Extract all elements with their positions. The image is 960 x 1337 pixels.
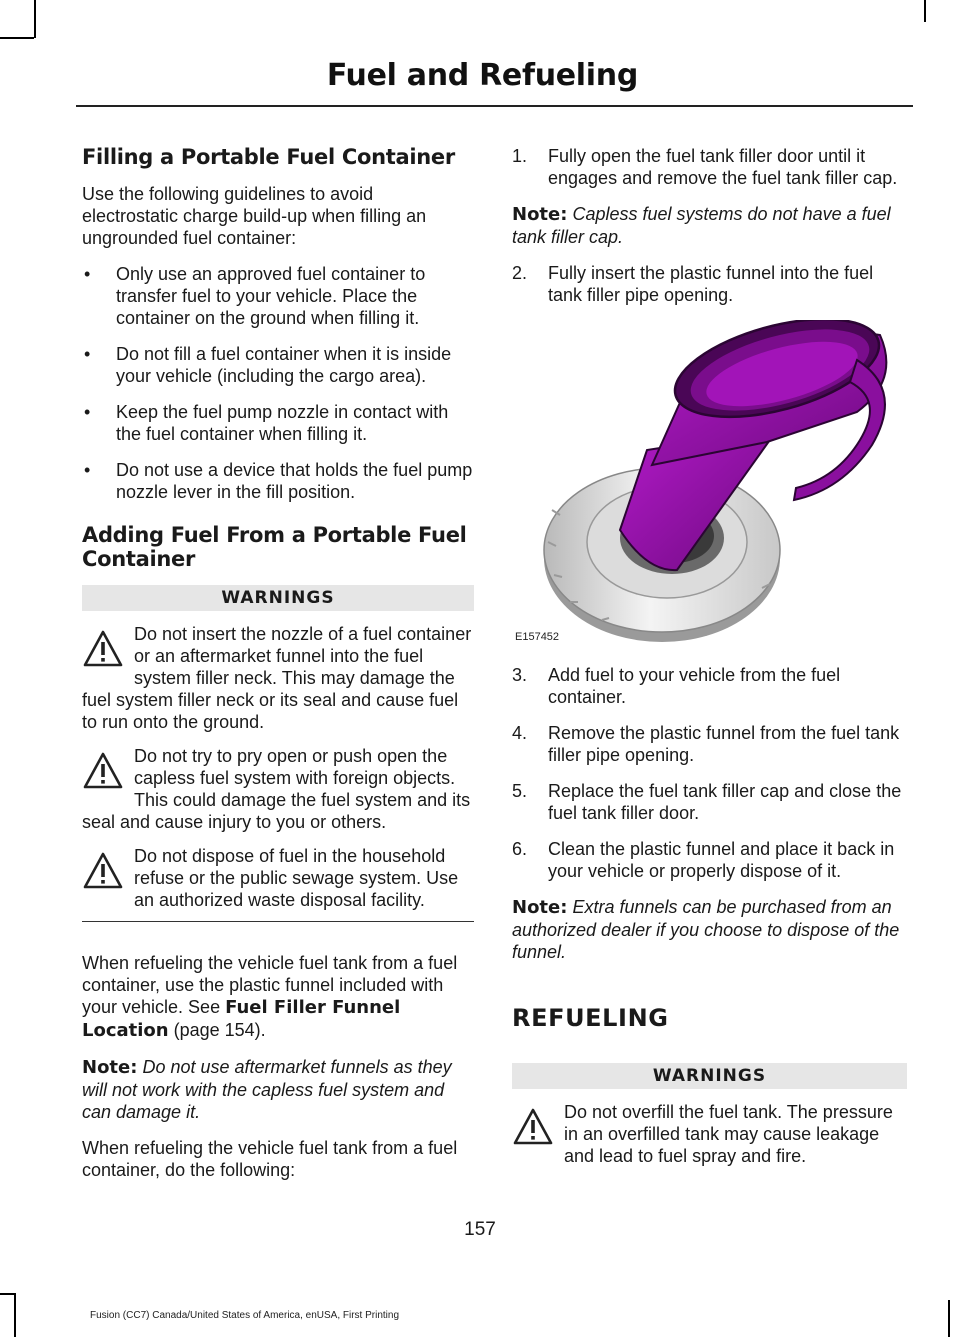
- step-text: Fully open the fuel tank filler door until it engages and remove the fuel tank filler cap.: [548, 146, 898, 188]
- note-paragraph: [82, 1056, 474, 1123]
- warnings-header: WARNINGS: [512, 1063, 907, 1089]
- crop-mark-bottom-left-v: [14, 1293, 16, 1337]
- bullet-mark: •: [84, 460, 91, 480]
- warning-block: [82, 745, 474, 833]
- section-heading-portable-container: Filling a Portable Fuel Container: [82, 145, 455, 169]
- funnel-illustration: [512, 320, 905, 650]
- figure-code: E157452: [515, 631, 560, 643]
- warning-triangle-icon: [82, 851, 124, 891]
- right-column: [512, 145, 907, 1167]
- section-heading-refueling: REFUELING: [512, 1004, 669, 1032]
- note-paragraph: [512, 203, 907, 248]
- step-item: [512, 722, 907, 766]
- step-item: [512, 838, 907, 882]
- funnel-paragraph: [82, 952, 474, 1042]
- warning-text: Do not insert the nozzle of a fuel container or an aftermarket funnel into the fuel system filler neck. This may damage the fuel system filler neck or its seal and cause fuel to run onto the ground.: [82, 624, 472, 732]
- warning-triangle-icon: [82, 629, 124, 669]
- step-item: [512, 780, 907, 824]
- left-column: [82, 145, 474, 1195]
- step-number: 6.: [512, 839, 528, 859]
- warnings-header: WARNINGS: [82, 585, 474, 611]
- step-item: [512, 262, 907, 306]
- note-text: Do not use aftermarket funnels as they will not work with the capless fuel system and can damage it.: [82, 1057, 452, 1122]
- bullet-mark: •: [84, 264, 91, 284]
- note-paragraph: [512, 896, 907, 963]
- page-number: 157: [464, 1219, 496, 1240]
- step-number: 1.: [512, 146, 528, 166]
- bullet-mark: •: [84, 344, 91, 364]
- warning-block: [512, 1101, 907, 1167]
- note-label: Note:: [512, 204, 568, 225]
- crop-mark-top-left: [0, 37, 34, 39]
- step-list: [512, 664, 907, 882]
- warning-block: [82, 623, 474, 733]
- list-item-text: Do not use a device that holds the fuel pump nozzle lever in the fill position.: [116, 460, 473, 502]
- step-number: 2.: [512, 263, 528, 283]
- note-text: Extra funnels can be purchased from an authorized dealer if you choose to dispose of the funnel.: [512, 897, 900, 962]
- step-item: [512, 664, 907, 708]
- warning-text: Do not overfill the fuel tank. The pressure in an overfilled tank may cause leakage and lead to fuel spray and fire.: [564, 1102, 893, 1166]
- crop-mark-top-left-v: [34, 0, 36, 38]
- step-text: Fully insert the plastic funnel into the fuel tank filler pipe opening.: [548, 263, 874, 305]
- page-reference: (page 154).: [168, 1020, 266, 1040]
- step-item: [512, 145, 907, 189]
- guideline-list: [82, 263, 474, 503]
- warning-text: Do not try to pry open or push open the capless fuel system with foreign objects. This could damage the fuel system and its seal and cause injury to you or others.: [82, 746, 471, 832]
- header-rule: [76, 105, 913, 107]
- procedure-intro: When refueling the vehicle fuel tank from a fuel container, do the following:: [82, 1138, 458, 1180]
- list-item-text: Do not fill a fuel container when it is inside your vehicle (including the cargo area).: [116, 344, 452, 386]
- fuel-filler-funnel-link[interactable]: Fuel Filler Funnel Location: [82, 997, 401, 1041]
- warning-text: Do not dispose of fuel in the household refuse or the public sewage system. Use an authorized waste disposal facility.: [134, 846, 459, 910]
- step-text: Remove the plastic funnel from the fuel tank filler pipe opening.: [548, 723, 900, 765]
- list-item: [82, 343, 474, 387]
- section-heading-adding-fuel: Adding Fuel From a Portable Fuel Container: [82, 523, 467, 571]
- step-list: [512, 262, 907, 306]
- list-item: [82, 401, 474, 445]
- list-item-text: Keep the fuel pump nozzle in contact with the fuel container when filling it.: [116, 402, 449, 444]
- note-label: Note:: [512, 897, 568, 918]
- note-text: Capless fuel systems do not have a fuel tank filler cap.: [512, 204, 891, 247]
- step-number: 5.: [512, 781, 528, 801]
- bullet-mark: •: [84, 402, 91, 422]
- warning-triangle-icon: [82, 751, 124, 791]
- footer-text: Fusion (CC7) Canada/United States of America, enUSA, First Printing: [90, 1310, 400, 1321]
- step-text: Add fuel to your vehicle from the fuel container.: [548, 665, 841, 707]
- crop-mark-top-right: [924, 0, 926, 22]
- step-text: Replace the fuel tank filler cap and close the fuel tank filler door.: [548, 781, 902, 823]
- intro-paragraph: Use the following guidelines to avoid electrostatic charge build-up when filling an ungrounded fuel container:: [82, 184, 427, 248]
- list-item: [82, 459, 474, 503]
- crop-mark-bottom-right: [948, 1300, 950, 1337]
- funnel-paragraph-text: When refueling the vehicle fuel tank from a fuel container, use the plastic funnel included with your vehicle. See: [82, 953, 458, 1017]
- page-title: Fuel and Refueling: [326, 58, 638, 93]
- note-label: Note:: [82, 1057, 138, 1078]
- warnings-divider: [82, 921, 474, 922]
- step-number: 4.: [512, 723, 528, 743]
- crop-mark-bottom-left: [0, 1293, 14, 1295]
- step-text: Clean the plastic funnel and place it back in your vehicle or properly dispose of it.: [548, 839, 895, 881]
- step-list: [512, 145, 907, 189]
- list-item: [82, 263, 474, 329]
- warning-block: [82, 845, 474, 911]
- step-number: 3.: [512, 665, 528, 685]
- funnel-in-filler-pipe-image: [512, 320, 905, 650]
- list-item-text: Only use an approved fuel container to transfer fuel to your vehicle. Place the container on the ground when filling it.: [116, 264, 426, 328]
- warning-triangle-icon: [512, 1107, 554, 1147]
